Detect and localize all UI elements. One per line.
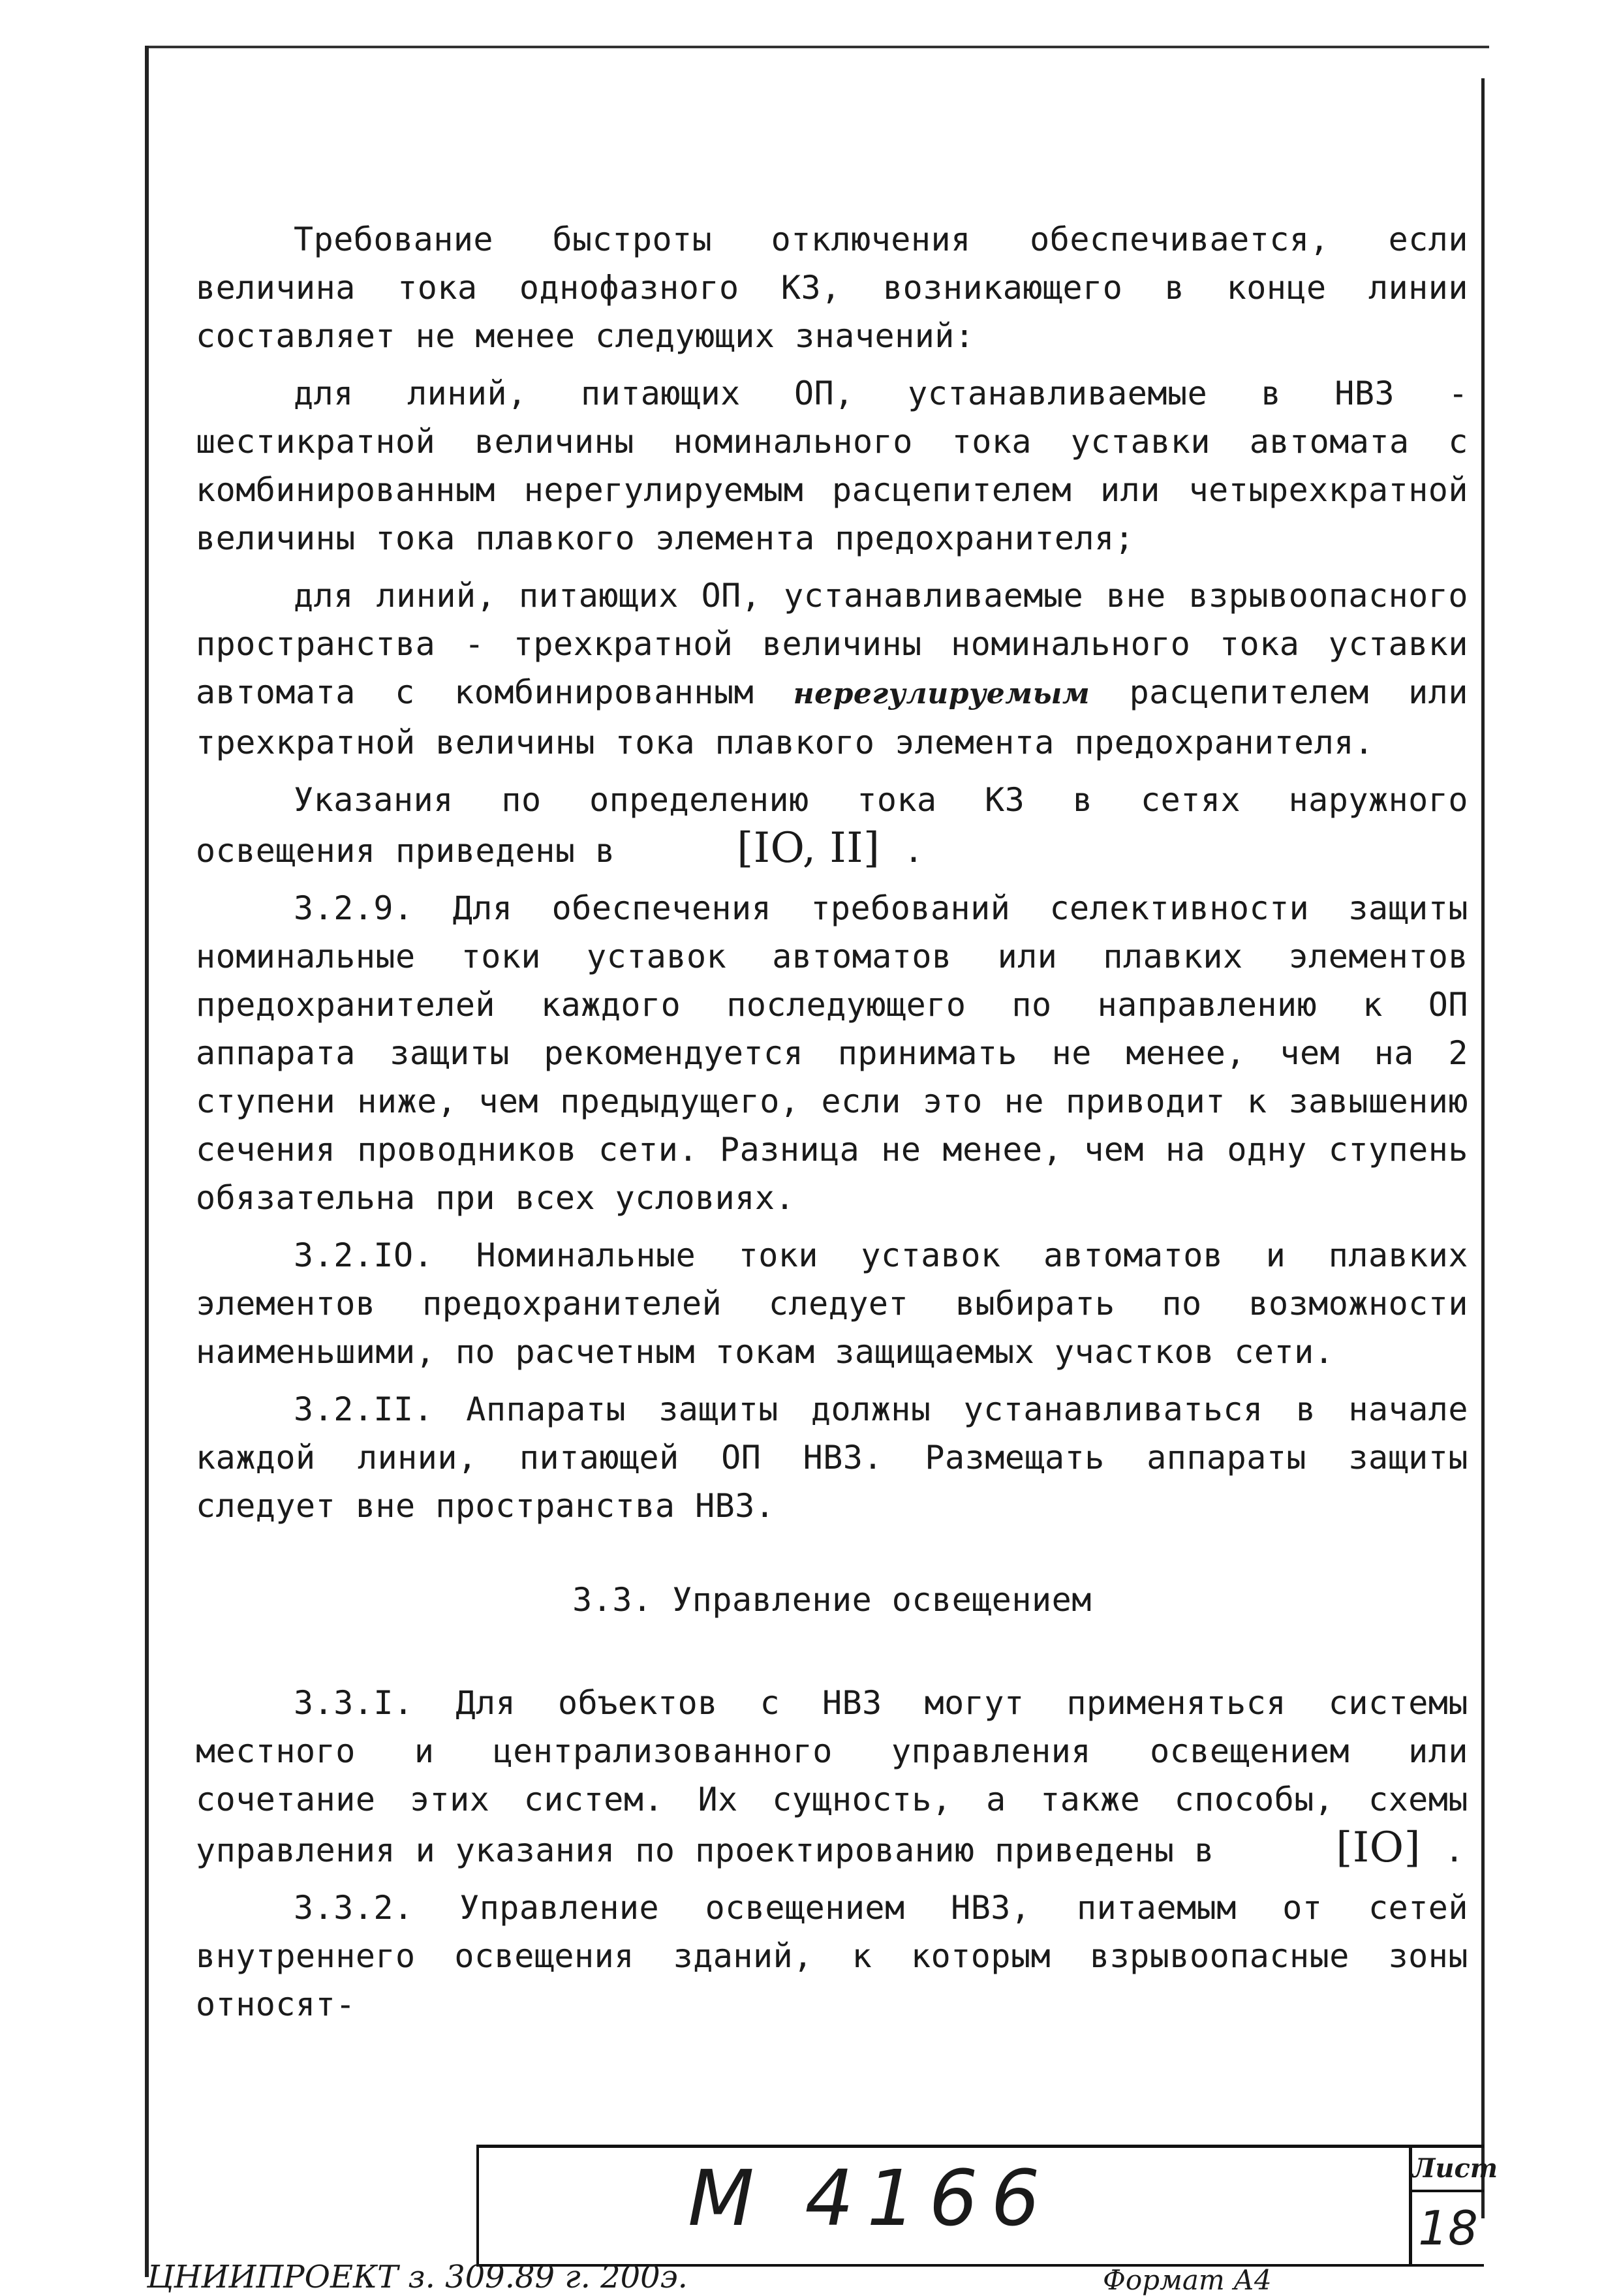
footer-archive-note: ЦНИИПРОЕКТ з. 309.89 г. 200э.	[147, 2259, 688, 2295]
paragraph-short-circuit-reference	[196, 776, 1468, 875]
page-frame-right	[1481, 78, 1485, 2218]
paragraph-lines-inside-nvz: для линий, питающих ОП, устанавливаемые в НВЗ - шестикратной величины номинального тока уставки автомата с комбинированным нерегулируемым расцепителем или четырехкратной величины тока плавкого элемента предохранителя;	[196, 375, 1468, 557]
document-body	[196, 215, 1468, 2038]
paragraph-text: .	[884, 832, 924, 870]
footer-format: Формат А4	[1103, 2264, 1272, 2296]
title-block	[476, 2145, 1498, 2267]
paragraph-text: 3.3.I. Для объектов с НВЗ могут применяться системы местного и централизованного управления освещением или сочетание этих систем. Их сущность, а также способы, схемы управления и указания по проектированию приведены в	[196, 1684, 1468, 1869]
sheet-label: Лист	[1412, 2148, 1484, 2192]
sheet-number: 18	[1418, 2201, 1478, 2256]
paragraph-3-3-1	[196, 1679, 1468, 1875]
reference-citation: [IO]	[1336, 1824, 1421, 1872]
sheet-cell	[1409, 2148, 1498, 2264]
document-code: М 4166	[688, 2153, 1053, 2243]
paragraph-3-2-9: 3.2.9. Для обеспечения требований селективности защиты номинальные токи уставок автоматов или плавких элементов предохранителей каждого последующего по направлению к ОП аппарата защиты рекомендуется принимать не менее, чем на 2 ступени ниже, чем предыдущего, если это не приводит к завышению сечения проводников сети. Разница не менее, чем на одну ступень обязательна при всех условиях.	[196, 889, 1468, 1217]
reference-citation: [IO, II]	[737, 824, 880, 872]
paragraph-3-2-11: 3.2.II. Аппараты защиты должны устанавливаться в начале каждой линии, питающей ОП НВЗ. Размещать аппараты защиты следует вне пространства НВЗ.	[196, 1390, 1468, 1525]
page-frame-top	[145, 46, 1489, 48]
paragraph-text: Указания по определению тока КЗ в сетях наружного освещения приведены в	[196, 781, 1468, 870]
page-frame-left	[145, 46, 149, 2277]
paragraph-3-2-10: 3.2.IO. Номинальные токи уставок автоматов и плавких элементов предохранителей следует выбирать по возможности наименьшими, по расчетным токам защищаемых участков сети.	[196, 1236, 1468, 1371]
paragraph-text: .	[1425, 1831, 1465, 1869]
handwritten-insertion: нерегулируемым	[793, 677, 1090, 711]
paragraph-lines-outside-zone	[196, 572, 1468, 767]
section-heading: 3.3. Управление освещением	[572, 1581, 1092, 1619]
paragraph-speed-requirement: Требование быстроты отключения обеспечивается, если величина тока однофазного КЗ, возникающего в конце линии составляет не менее следующих значений:	[196, 221, 1468, 355]
paragraph-text: для линий, питающих ОП, устанавливаемые вне взрывоопасного пространства - трехкратной величины номинального тока уставки автомата с комбинированным	[196, 577, 1468, 711]
paragraph-3-3-2: 3.3.2. Управление освещением НВЗ, питаемым от сетей внутреннего освещения зданий, к которым взрывоопасные зоны относят-	[196, 1889, 1468, 2023]
paragraph-text: расцепителем или трехкратной величины тока плавкого элемента предохранителя.	[196, 673, 1468, 761]
